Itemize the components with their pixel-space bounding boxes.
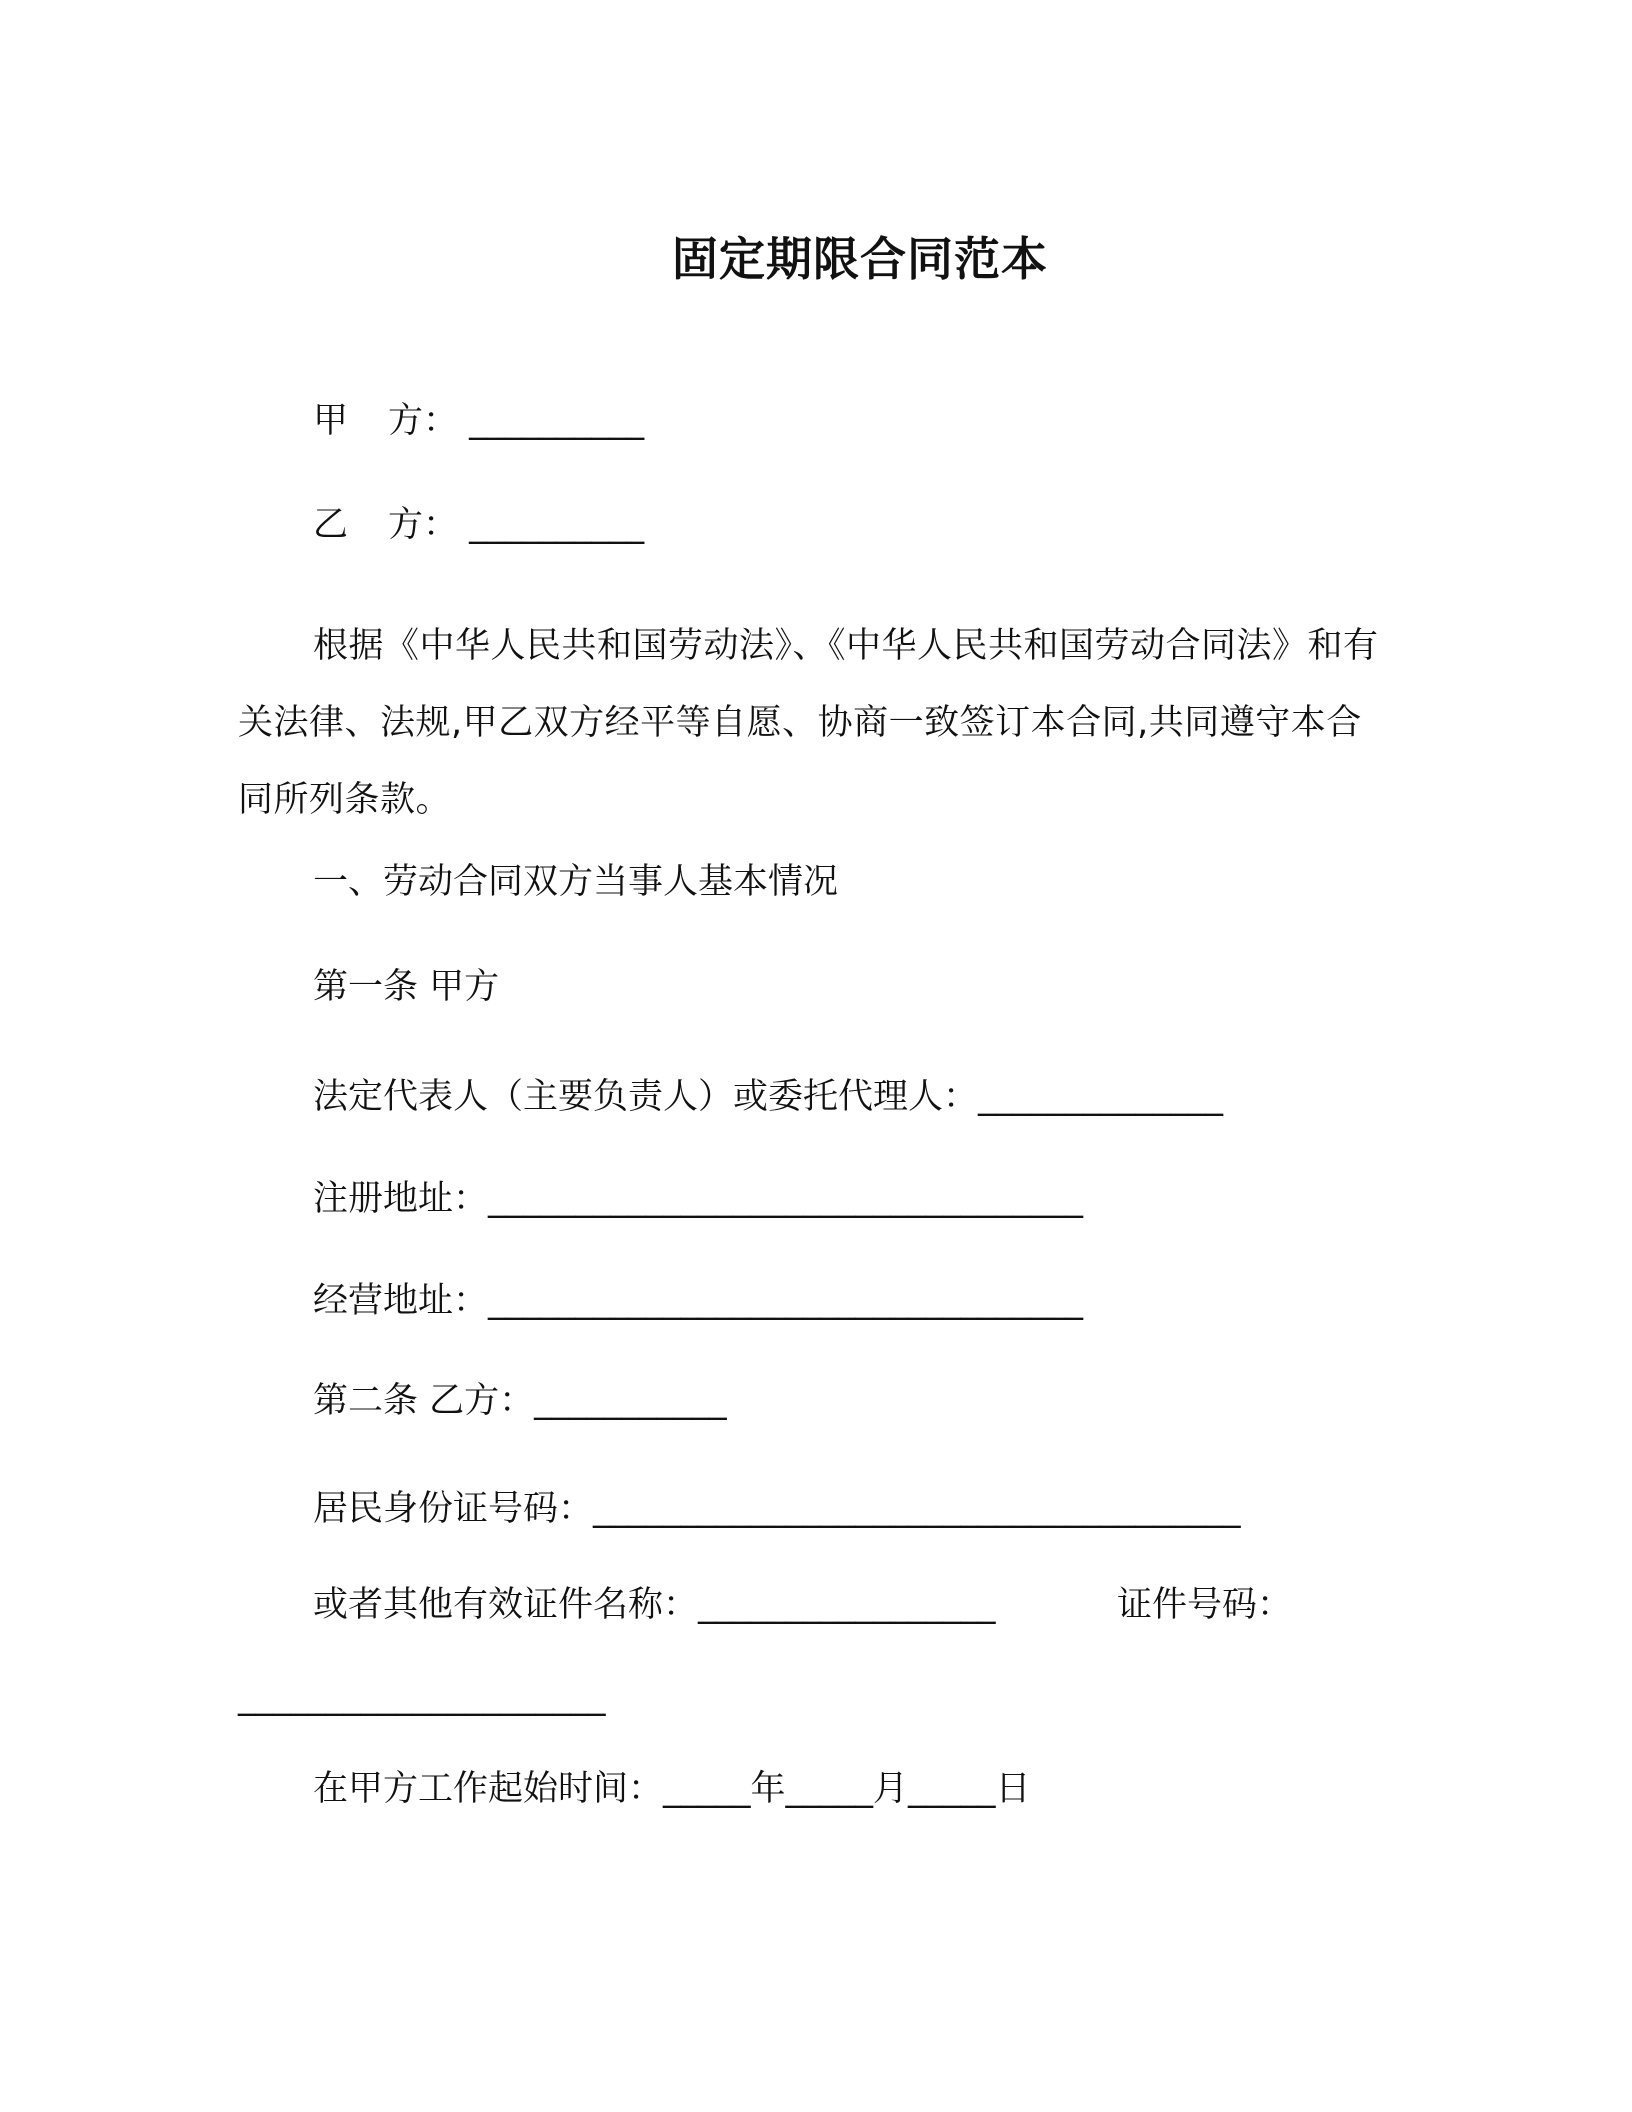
document-title: 固定期限合同范本 xyxy=(672,232,1048,286)
party-a-line xyxy=(313,401,645,441)
party-a-label-suffix: 方： xyxy=(388,401,459,441)
registered-address-line: 注册地址：__________________________________ xyxy=(313,1179,1084,1219)
legal-representative-line: 法定代表人（主要负责人）或委托代理人：______________ xyxy=(313,1077,1224,1117)
party-a-label: 甲 xyxy=(313,401,349,441)
cert-number-blank: _____________________ xyxy=(238,1677,606,1717)
section-1-heading: 一、劳动合同双方当事人基本情况 xyxy=(313,862,839,902)
id-number-line: 居民身份证号码：_____________________________________ xyxy=(313,1489,1241,1529)
party-b-blank: __________ xyxy=(469,505,645,545)
intro-paragraph xyxy=(238,608,1388,839)
party-a-blank: __________ xyxy=(469,401,645,441)
start-date-line: 在甲方工作起始时间：_____年_____月_____日 xyxy=(313,1769,1031,1809)
article-2-line: 第二条 乙方：___________ xyxy=(313,1381,727,1421)
cert-number-label: 证件号码： xyxy=(1117,1585,1293,1625)
other-id-name-line: 或者其他有效证件名称：_________________ xyxy=(313,1585,996,1625)
article-1-heading: 第一条 甲方 xyxy=(313,967,500,1007)
party-b-label: 乙 xyxy=(313,505,349,545)
party-b-label-suffix: 方： xyxy=(388,505,459,545)
business-address-line: 经营地址：__________________________________ xyxy=(313,1281,1084,1321)
intro-paragraph-text: 根据《中华人民共和国劳动法》、《中华人民共和国劳动合同法》和有关法律、法规,甲乙双方经平等自愿、协商一致签订本合同,共同遵守本合同所列条款。 xyxy=(238,626,1379,820)
party-b-line xyxy=(313,505,645,545)
